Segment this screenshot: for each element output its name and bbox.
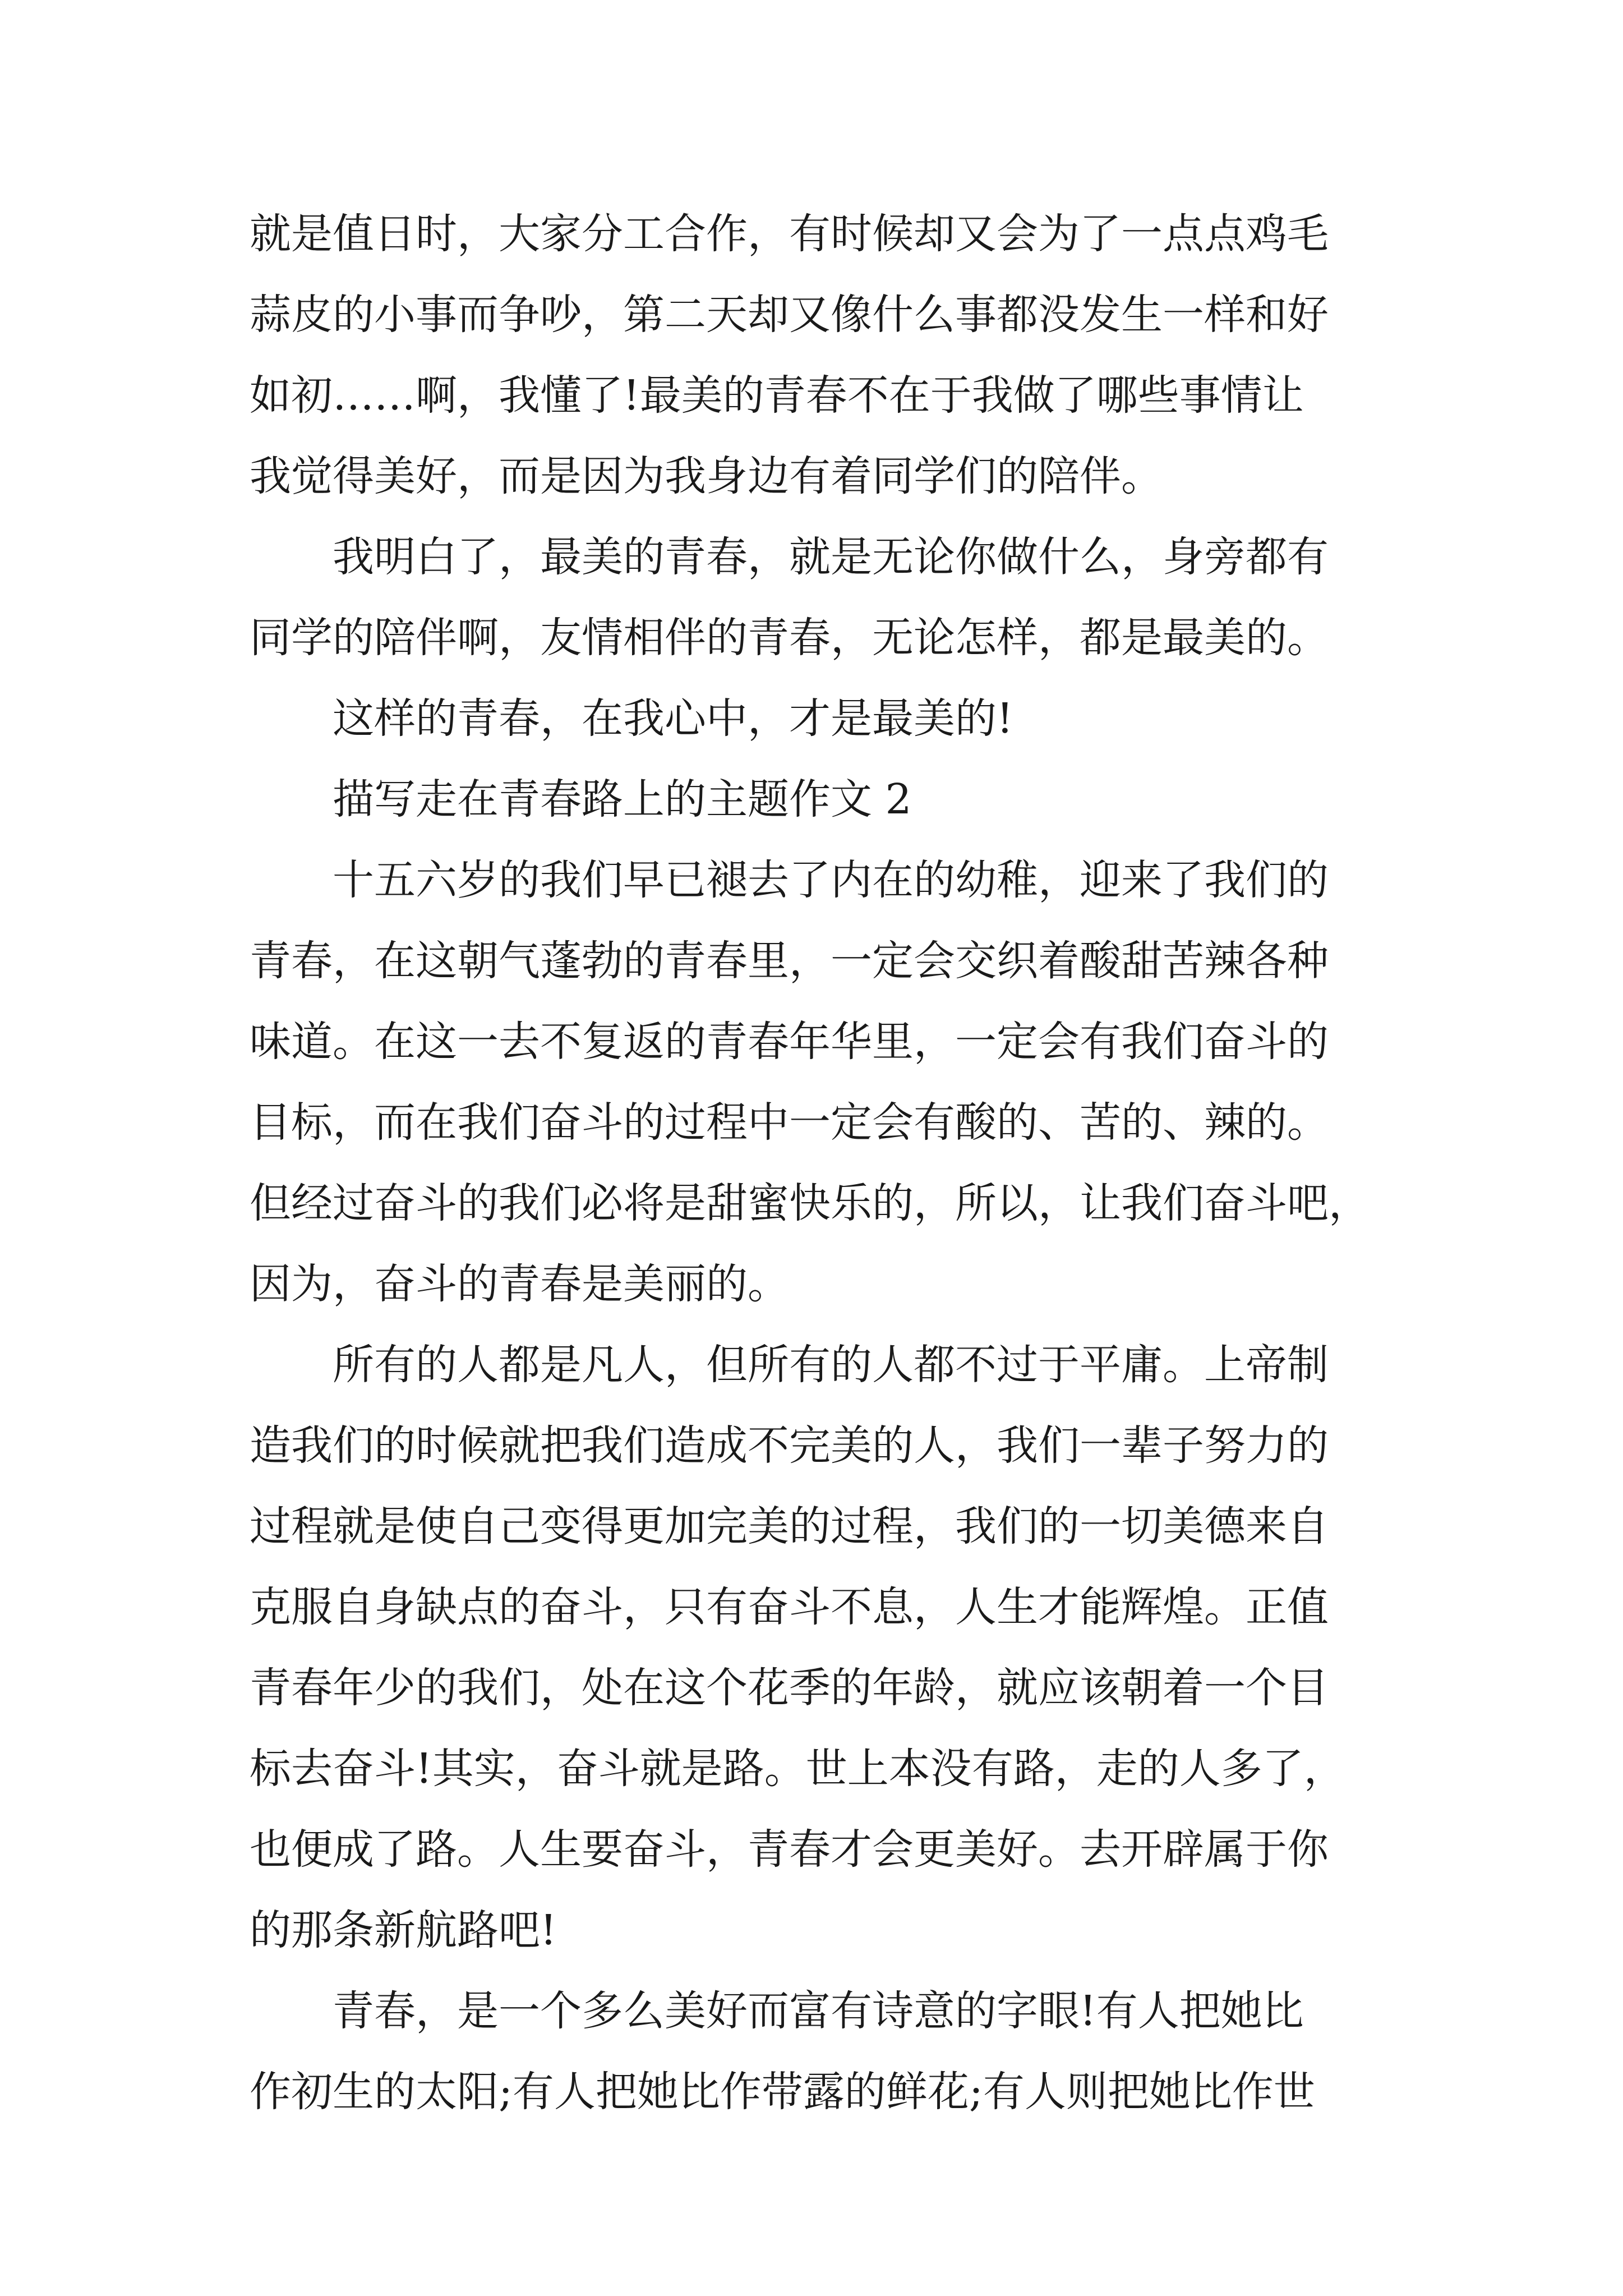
- text-line: 的那条新航路吧!: [250, 1906, 557, 1954]
- text-line: 也便成了路。人生要奋斗，青春才会更美好。去开辟属于你: [250, 1825, 1329, 1874]
- text-line: 味道。在这一去不复返的青春年华里，一定会有我们奋斗的: [250, 1018, 1329, 1066]
- text-line: 所有的人都是凡人，但所有的人都不过于平庸。上帝制: [333, 1341, 1329, 1389]
- text-line: 青春，在这朝气蓬勃的青春里，一定会交织着酸甜苦辣各种: [250, 937, 1329, 985]
- text-line: 十五六岁的我们早已褪去了内在的幼稚，迎来了我们的: [333, 856, 1329, 904]
- text-line: 同学的陪伴啊，友情相伴的青春，无论怎样，都是最美的。: [250, 614, 1329, 662]
- text-line: 我明白了，最美的青春，就是无论你做什么，身旁都有: [333, 533, 1329, 581]
- text-line: 标去奋斗!其实，奋斗就是路。世上本没有路，走的人多了，: [250, 1745, 1345, 1793]
- text-line: 目标，而在我们奋斗的过程中一定会有酸的、苦的、辣的。: [250, 1098, 1329, 1147]
- document-body: [250, 194, 1374, 2132]
- text-line: 我觉得美好，而是因为我身边有着同学们的陪伴。: [250, 452, 1163, 500]
- text-line: 造我们的时候就把我们造成不完美的人，我们一辈子努力的: [250, 1421, 1329, 1470]
- text-line: 这样的青春，在我心中，才是最美的!: [333, 694, 1013, 743]
- text-line: 就是值日时，大家分工合作，有时候却又会为了一点点鸡毛: [250, 210, 1329, 258]
- text-line: 因为，奋斗的青春是美丽的。: [250, 1260, 789, 1308]
- text-line: 作初生的太阳;有人把她比作带露的鲜花;有人则把她比作世: [250, 2068, 1315, 2116]
- text-line: 克服自身缺点的奋斗，只有奋斗不息，人生才能辉煌。正值: [250, 1583, 1329, 1631]
- text-line: 青春年少的我们，处在这个花季的年龄，就应该朝着一个目: [250, 1664, 1329, 1712]
- text-line: 但经过奋斗的我们必将是甜蜜快乐的，所以，让我们奋斗吧，: [250, 1179, 1370, 1227]
- text-line: 如初……啊，我懂了!最美的青春不在于我做了哪些事情让: [250, 371, 1304, 420]
- text-line: 青春，是一个多么美好而富有诗意的字眼!有人把她比: [333, 1987, 1304, 2035]
- text-line: 过程就是使自己变得更加完美的过程，我们的一切美德来自: [250, 1502, 1329, 1550]
- text-line: 蒜皮的小事而争吵，第二天却又像什么事都没发生一样和好: [250, 291, 1329, 339]
- section-heading: 描写走在青春路上的主题作文 2: [333, 775, 912, 823]
